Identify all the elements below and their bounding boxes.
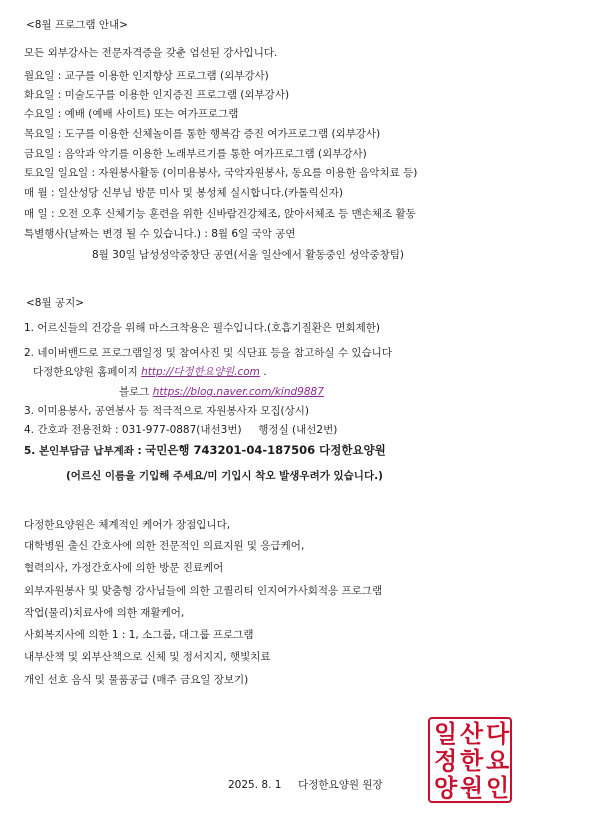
seal-char: 정 (434, 747, 458, 775)
strength-item: 외부자원봉사 및 맞춤형 강사님들에 의한 고퀄리티 인지여가사회적응 프로그램 (24, 585, 383, 597)
blog-link[interactable]: https://blog.naver.com/kind9887 (152, 386, 324, 398)
schedule-day: 월요일 (24, 70, 55, 82)
schedule-text: : 미술도구를 이용한 인지증진 프로그램 (외부강사) (57, 89, 290, 101)
schedule-day: 목요일 (24, 128, 55, 140)
schedule-day: 금요일 (24, 148, 55, 160)
notice-item-4 (24, 423, 337, 437)
homepage-tail: . (263, 366, 267, 378)
special-event-row (24, 227, 295, 241)
schedule-row-wednesday (24, 107, 238, 121)
seal-char: 원 (460, 774, 484, 802)
schedule-text: : 자원봉사활동 (이미용봉사, 국악자원봉사, 동요를 이용한 음악치료 등) (91, 167, 418, 179)
special-event-label: 특별행사(날짜는 변경 될 수 있습니다.) (24, 228, 202, 240)
payment-account-label: 5. 본인부담금 납부계좌 : (24, 445, 142, 457)
strength-item: 작업(물리)치료사에 의한 재활케어, (24, 607, 185, 619)
schedule-text: : 음악과 악기를 이용한 노래부르기를 통한 여가프로그램 (외부강사) (57, 148, 367, 160)
notice-item-3: 3. 이미용봉사, 공연봉사 등 적극적으로 자원봉사자 모집(상시) (24, 405, 310, 417)
footer-date: 2025. 8. 1 (228, 779, 282, 791)
schedule-text: : 교구를 이용한 인지향상 프로그램 (외부강사) (57, 70, 269, 82)
schedule-day: 토요일 일요일 (24, 167, 89, 179)
special-event-2: 8월 30일 남성성악중창단 공연(서울 일산에서 활동중인 성악중창팀) (92, 249, 404, 261)
payment-note: (어르신 이름을 기입해 주세요/미 기입시 착오 발생우려가 있습니다.) (66, 470, 383, 482)
schedule-row-friday (24, 147, 367, 161)
strength-item: 사회복지사에 의한 1 : 1, 소그룹, 대그룹 프로그램 (24, 629, 254, 641)
program-intro: 모든 외부강사는 전문자격증을 갖춘 엄선된 강사입니다. (24, 47, 278, 59)
footer-signature-row (228, 778, 383, 792)
schedule-row-thursday (24, 127, 380, 141)
notice-item-2: 2. 네이버밴드로 프로그램일정 및 참여사진 및 식단표 등을 참고하실 수 있습니다 (24, 347, 392, 359)
schedule-text: : 예배 (예배 사이트) 또는 여가프로그램 (57, 108, 239, 120)
official-seal-stamp (428, 717, 512, 803)
seal-char: 한 (460, 747, 484, 775)
notice-item-1: 1. 어르신들의 건강을 위해 마스크착용은 필수입니다.(호흡기질환은 면회제한) (24, 322, 381, 334)
seal-char: 양 (434, 774, 458, 802)
schedule-row-tuesday (24, 88, 289, 102)
schedule-text: : 오전 오후 신체기능 훈련을 위한 신바람건강체조, 앉아서체조 등 맨손체조 활동 (50, 208, 416, 220)
special-event-1: : 8월 6일 국악 공연 (204, 228, 296, 240)
notice-heading: <8월 공지> (26, 297, 85, 309)
seal-char: 일 (434, 720, 458, 748)
strength-item: 대학병원 출신 간호사에 의한 전문적인 의료지원 및 응급케어, (24, 540, 305, 552)
schedule-row-daily (24, 207, 416, 221)
seal-char: 인 (486, 774, 510, 802)
schedule-text: : 도구를 이용한 신체놀이를 통한 행복감 증진 여가프로그램 (외부강사) (57, 128, 381, 140)
schedule-row-weekend (24, 166, 417, 180)
blog-label: 블로그 (119, 386, 150, 398)
notice-item-5 (24, 443, 386, 458)
schedule-text: : 일산성당 신부님 방문 미사 및 봉성체 실시합니다.(카톨릭신자) (50, 187, 343, 199)
nursing-phone: 4. 간호과 전용전화 : 031-977-0887(내선3번) (24, 424, 242, 436)
schedule-row-monday (24, 69, 269, 83)
payment-account-number: 국민은행 743201-04-187506 다정한요양원 (145, 443, 386, 457)
schedule-day: 화요일 (24, 89, 55, 101)
strength-item: 협력의사, 가정간호사에 의한 방문 진료케어 (24, 562, 224, 574)
schedule-day: 매 일 (24, 208, 48, 220)
strength-item: 내부산책 및 외부산책으로 신체 및 정서지지, 햇빛치료 (24, 651, 271, 663)
seal-char: 다 (486, 720, 510, 748)
strength-item: 개인 선호 음식 및 물품공급 (매주 금요일 장보기) (24, 674, 249, 686)
homepage-row (33, 365, 267, 379)
strengths-intro: 다정한요양원은 체계적인 케어가 장점입니다, (24, 519, 231, 531)
homepage-link[interactable]: http://다정한요양원.com (141, 366, 260, 378)
blog-row (119, 385, 324, 399)
homepage-label: 다정한요양원 홈페이지 (33, 366, 138, 378)
program-heading: <8월 프로그램 안내> (26, 19, 128, 31)
schedule-row-monthly (24, 186, 343, 200)
schedule-day: 수요일 (24, 108, 55, 120)
admin-office-extension: 행정실 (내선2번) (258, 424, 338, 436)
footer-signature: 다정한요양원 원장 (298, 779, 383, 791)
seal-char: 요 (486, 747, 510, 775)
schedule-day: 매 월 (24, 187, 48, 199)
seal-char: 산 (460, 720, 484, 748)
